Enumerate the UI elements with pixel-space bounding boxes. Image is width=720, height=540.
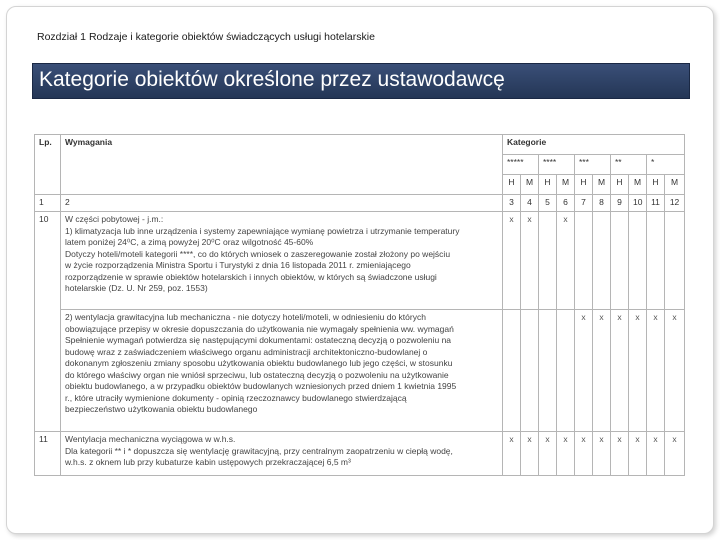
mark-cell [521, 310, 539, 432]
text-line: Dla kategorii ** i * dopuszcza się wentylację grawitacyjną, przy centralnym zaopatrzeniu w ciepłą wodę, [65, 445, 453, 456]
mark-cell [557, 310, 575, 432]
mark-cell [611, 212, 629, 310]
num-cell: 8 [593, 195, 611, 212]
table-row [35, 310, 685, 432]
title-bar [32, 63, 690, 99]
mark-cell [503, 310, 521, 432]
row-lp: 11 [35, 432, 61, 476]
mark-cell: x [521, 212, 539, 310]
num-cell: 7 [575, 195, 593, 212]
row-lp: 10 [35, 212, 61, 432]
star-cell: ** [611, 155, 647, 175]
requirement-text [61, 310, 503, 432]
header-lp: Lp. [35, 135, 61, 195]
requirements-table [34, 134, 685, 476]
text-line: W części pobytowej - j.m.: [65, 214, 164, 224]
text-line: 1) klimatyzacja lub inne urządzenia i systemy zapewniające wymianę powietrza i utrzymanie temperatury [65, 225, 460, 236]
mark-cell [647, 212, 665, 310]
hm-cell: M [665, 175, 685, 195]
hm-cell: M [593, 175, 611, 195]
text-line: obiektu budowlanego, a w przypadku obiektów budowlanych wzniesionych przed dniem 1 kwietnia 1995 [65, 381, 457, 391]
num-cell: 12 [665, 195, 685, 212]
requirement-text [61, 432, 503, 476]
num-req: 2 [61, 195, 503, 212]
mark-cell [539, 310, 557, 432]
text-line: 2) wentylacja grawitacyjna lub mechaniczna - nie dotyczy hoteli/moteli, w odniesieniu do których [65, 312, 426, 322]
text-line: rozporządzenie w sprawie obiektów hotelarskich i innych obiektów, w których są świadczone usługi [65, 271, 437, 282]
text-line: dokonanym zgłoszeniu zmiany sposobu użytkowania obiektu budowlanego lub jego części, w stosunku [65, 358, 453, 368]
table-row [35, 212, 685, 310]
num-cell: 3 [503, 195, 521, 212]
mark-cell: x [593, 432, 611, 476]
mark-cell [539, 212, 557, 310]
mark-cell: x [629, 432, 647, 476]
text-line: hotelarskie (Dz. U. Nr 259, poz. 1553) [65, 283, 208, 293]
slide-title: Kategorie obiektów określone przez ustawodawcę [39, 68, 505, 91]
hm-cell: H [611, 175, 629, 195]
chapter-heading: Rozdział 1 Rodzaje i kategorie obiektów świadczących usługi hotelarskie [37, 31, 375, 43]
text-line: w życie rozporządzenia Ministra Sportu i Turystyki z dnia 16 listopada 2011 r. zmieniającego [65, 260, 411, 270]
header-requirements: Wymagania [61, 135, 503, 195]
mark-cell: x [503, 432, 521, 476]
hm-cell: H [539, 175, 557, 195]
mark-cell: x [539, 432, 557, 476]
mark-cell: x [647, 432, 665, 476]
hm-cell: M [521, 175, 539, 195]
mark-cell: x [575, 310, 593, 432]
mark-cell: x [593, 310, 611, 432]
text-line: w.h.s. z oknem lub przy kubaturze kabin ustępowych przekraczającej 6,5 m³ [65, 457, 351, 467]
hm-cell: M [629, 175, 647, 195]
mark-cell [593, 212, 611, 310]
mark-cell: x [557, 432, 575, 476]
star-cell: *** [575, 155, 611, 175]
text-line: do którego właściwy organ nie wniósł sprzeciwu, lub ostateczną decyzją o pozwoleniu na użytkowanie [65, 369, 449, 380]
text-line: latem poniżej 24⁰C, a zimą powyżej 20⁰C oraz wilgotność 45-60% [65, 237, 314, 247]
star-cell: **** [539, 155, 575, 175]
text-line: Spełnienie wymagań potwierdza się następującymi dokumentami: ostateczną decyzją o pozwoleniu na [65, 335, 452, 345]
text-line: bezpieczeństwo użytkowania obiektu budowlanego [65, 404, 258, 414]
star-cell: ***** [503, 155, 539, 175]
num-cell: 6 [557, 195, 575, 212]
mark-cell: x [611, 432, 629, 476]
text-line: budowę wraz z zaświadczeniem właściwego organu administracji architektoniczno-budowlanej o [65, 346, 428, 357]
mark-cell: x [629, 310, 647, 432]
mark-cell: x [665, 432, 685, 476]
hm-cell: H [503, 175, 521, 195]
num-cell: 4 [521, 195, 539, 212]
mark-cell: x [611, 310, 629, 432]
text-line: obowiązujące przepisy w okresie dopuszczania do użytkowania nie wymagały spełnienia ww. wymagań [65, 323, 454, 334]
mark-cell [665, 212, 685, 310]
table-row [35, 432, 685, 476]
mark-cell: x [665, 310, 685, 432]
mark-cell: x [557, 212, 575, 310]
numbers-row [35, 195, 685, 212]
header-categories: Kategorie [503, 135, 685, 155]
text-line: Wentylacja mechaniczna wyciągowa w w.h.s. [65, 434, 236, 444]
hm-cell: H [647, 175, 665, 195]
mark-cell: x [521, 432, 539, 476]
text-line: Dotyczy hoteli/moteli kategorii ****, co do których wniosek o zaszeregowanie został złożony po wejściu [65, 248, 451, 259]
mark-cell: x [503, 212, 521, 310]
mark-cell: x [647, 310, 665, 432]
num-cell: 9 [611, 195, 629, 212]
num-cell: 10 [629, 195, 647, 212]
num-cell: 5 [539, 195, 557, 212]
requirement-text [61, 212, 503, 310]
num-cell: 11 [647, 195, 665, 212]
star-cell: * [647, 155, 685, 175]
mark-cell: x [575, 432, 593, 476]
mark-cell [575, 212, 593, 310]
hm-cell: H [575, 175, 593, 195]
hm-cell: M [557, 175, 575, 195]
num-lp: 1 [35, 195, 61, 212]
text-line: r., które utraciły wymienione dokumenty - opinią rzeczoznawcy budowlanego stwierdzającą [65, 392, 407, 403]
mark-cell [629, 212, 647, 310]
